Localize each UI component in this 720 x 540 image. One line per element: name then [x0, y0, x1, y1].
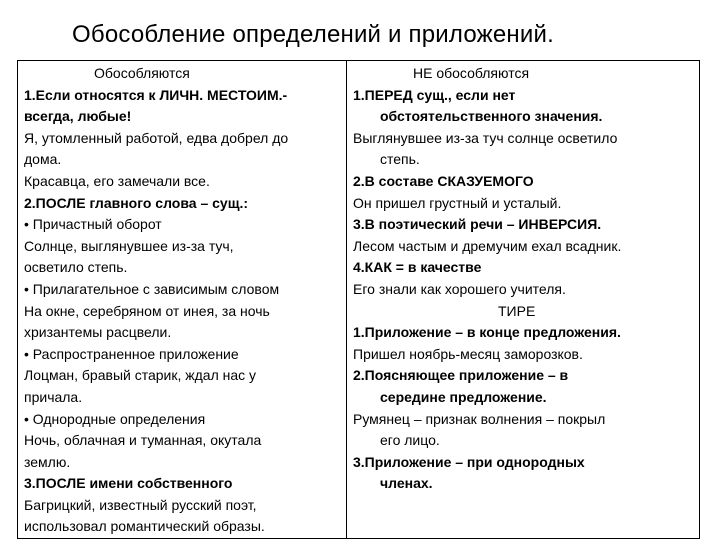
- rules-table: [17, 60, 700, 539]
- rule-heading: 1.Приложение – в конце предложения.: [353, 324, 621, 341]
- column-isolated: [18, 61, 347, 538]
- example-line: Лесом частым и дремучим ехал всадник.: [353, 237, 622, 254]
- example-line: Он пришел грустный и усталый.: [353, 194, 562, 211]
- rule-heading: членах.: [380, 475, 433, 492]
- bullet-item: • Причастный оборот: [24, 216, 162, 233]
- example-line: использовал романтический образы.: [24, 518, 265, 535]
- bullet-item: • Однородные определения: [24, 410, 206, 427]
- example-line: причала.: [24, 388, 83, 405]
- example-line: Пришел ноябрь-месяц заморозков.: [353, 345, 583, 362]
- example-line: Солнце, выглянувшее из-за туч,: [24, 237, 234, 254]
- column-not-isolated: [347, 61, 699, 538]
- rule-heading: 1.ПЕРЕД сущ., если нет: [353, 86, 516, 103]
- rule-heading: 1.Если относятся к ЛИЧН. МЕСТОИМ.-: [24, 86, 288, 103]
- column-header-isolated: Обособляются: [94, 65, 190, 81]
- rule-heading: обстоятельственного значения.: [380, 108, 603, 125]
- rule-heading: 2.В составе СКАЗУЕМОГО: [353, 172, 534, 189]
- rule-heading: всегда, любые!: [24, 108, 132, 125]
- example-line: землю.: [24, 453, 71, 470]
- example-line: Я, утомленный работой, едва добрел до: [24, 129, 289, 146]
- rule-heading: середине предложение.: [380, 388, 547, 405]
- subheader-dash: ТИРЕ: [498, 302, 536, 319]
- rule-heading: 4.КАК = в качестве: [353, 259, 482, 276]
- bullet-item: • Распространенное приложение: [24, 345, 239, 362]
- bullet-item: • Прилагательное с зависимым словом: [24, 280, 280, 297]
- rule-heading: 3.ПОСЛЕ имени собственного: [24, 475, 233, 492]
- column-header-not-isolated: НЕ обособляются: [413, 65, 530, 81]
- example-line: Его знали как хорошего учителя.: [353, 280, 566, 297]
- example-line: На окне, серебряном от инея, за ночь: [24, 302, 270, 319]
- rule-heading: 3.Приложение – при однородных: [353, 453, 585, 470]
- rule-heading: 3.В поэтический речи – ИНВЕРСИЯ.: [353, 216, 602, 233]
- example-line: осветило степь.: [24, 259, 128, 276]
- example-line: Лоцман, бравый старик, ждал нас у: [24, 367, 257, 384]
- example-line: Красавца, его замечали все.: [24, 172, 210, 189]
- example-line: степь.: [380, 151, 420, 168]
- page-title: Обособление определений и приложений.: [72, 21, 554, 48]
- example-line: Ночь, облачная и туманная, окутала: [24, 432, 262, 449]
- rule-heading: 2.Поясняющее приложение – в: [353, 367, 569, 384]
- example-line: дома.: [24, 151, 62, 168]
- example-line: хризантемы расцвели.: [24, 324, 172, 341]
- example-line: Румянец – признак волнения – покрыл: [353, 410, 606, 427]
- example-line: Багрицкий, известный русский поэт,: [24, 496, 257, 513]
- example-line: его лицо.: [380, 432, 440, 449]
- example-line: Выглянувшее из-за туч солнце осветило: [353, 129, 618, 146]
- rule-heading: 2.ПОСЛЕ главного слова – сущ.:: [24, 194, 249, 211]
